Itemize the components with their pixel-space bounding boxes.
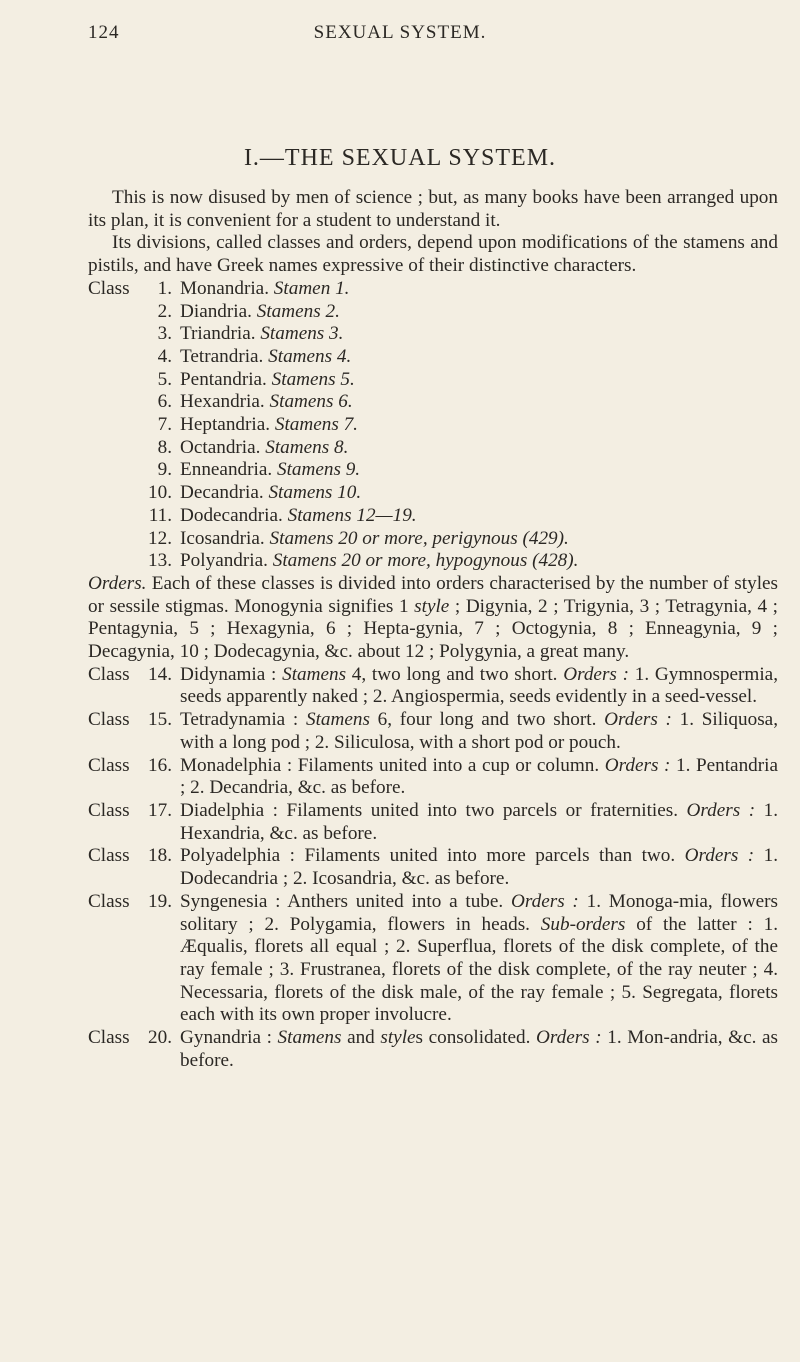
class-number: 12.	[148, 527, 172, 549]
class-section	[88, 845, 778, 890]
class-label: Class	[88, 277, 130, 299]
page-body	[88, 187, 778, 1072]
class-description	[172, 369, 355, 392]
class-number: 10.	[148, 482, 172, 504]
class-number: 5.	[157, 368, 172, 390]
class-description	[172, 323, 343, 346]
class-name: Triandria.	[180, 323, 256, 345]
class-stamens: Stamens 6.	[269, 391, 353, 413]
class-name: Diandria.	[180, 300, 252, 322]
class-list-item	[88, 437, 778, 460]
class-list-item	[88, 414, 778, 437]
class-number: 6.	[157, 391, 172, 413]
class-description	[172, 301, 340, 324]
class-stamens: Stamens 8.	[265, 436, 349, 458]
class-list-item	[88, 550, 778, 573]
class-section	[88, 709, 778, 754]
class-label	[88, 505, 136, 528]
section-heading: I.—THE SEXUAL SYSTEM.	[243, 145, 557, 171]
class-section-text: Syngenesia : Anthers united into a tube. Orders : 1. Monoga-mia, flowers solitary ; 2. Polygamia, flowers in heads. Sub-orders of the latter : 1. Æqualis, florets all equal ; 2. Superflua, florets of the disk complete, of the ray female ; 3. Frustranea, florets of the disk complete, of the ray neuter ; 4. Necessaria, florets of the disk male, of the ray female ; 5. Segregata, florets each with its own proper involucre.	[180, 890, 778, 1026]
class-name: Heptandria.	[180, 414, 271, 436]
class-label	[88, 482, 136, 505]
class-name: Decandria.	[180, 482, 264, 504]
class-stamens: Stamens 20 or more, perigynous (429).	[269, 527, 569, 549]
class-description	[172, 550, 578, 573]
intro-paragraph-2: Its divisions, called classes and orders, depend upon modifications of the stamens and pistils, and have Greek names expressive of their distinctive characters.	[88, 232, 778, 277]
class-section	[88, 664, 778, 709]
class-description	[172, 414, 358, 437]
class-label	[88, 528, 136, 551]
class-number: 13.	[148, 550, 172, 572]
class-label	[88, 414, 136, 437]
page-header	[0, 22, 800, 52]
class-number: 2.	[157, 300, 172, 322]
class-label	[88, 346, 136, 369]
class-section-text: Polyadelphia : Filaments united into more parcels than two. Orders : 1. Dodecandria ; 2. Icosandria, &c. as before.	[180, 845, 779, 890]
class-section-text: Didynamia : Stamens 4, two long and two short. Orders : 1. Gymnospermia, seeds apparently naked ; 2. Angiospermia, seeds evidently in a seed-vessel.	[180, 663, 778, 708]
class-label: Class	[88, 799, 130, 821]
class-list-item	[88, 505, 778, 528]
orders-paragraph	[88, 573, 778, 664]
class-number: 19.	[148, 890, 172, 912]
class-section-text: Diadelphia : Filaments united into two parcels or fraternities. Orders : 1. Hexandria, &c. as before.	[180, 799, 779, 844]
class-description	[172, 391, 353, 414]
class-label: Class	[88, 890, 130, 912]
orders-label: Orders.	[88, 572, 147, 594]
class-section	[88, 755, 778, 800]
class-name: Monandria.	[180, 277, 269, 299]
class-section	[88, 891, 778, 1027]
class-number: 20.	[148, 1027, 172, 1049]
class-list-item	[88, 459, 778, 482]
class-description	[172, 437, 348, 460]
orders-text: Each of these classes is divided into orders characterised by the number of styles or sessile stigmas. Monogynia signifies 1 style ; Digynia, 2 ; Trigynia, 3 ; Tetragynia, 4 ; Pentagynia, 5 ; Hexagynia, 6 ; Hepta-gynia, 7 ; Octogynia, 8 ; Enneagynia, 9 ; Decagynia, 10 ; Dodecagynia, &c. about 12 ; Polygynia, a great many.	[88, 572, 779, 663]
class-list-item	[88, 369, 778, 392]
class-label	[88, 323, 136, 346]
class-stamens: Stamens 2.	[256, 300, 340, 322]
class-number: 17.	[148, 799, 172, 821]
class-label	[88, 391, 136, 414]
class-label	[88, 459, 136, 482]
class-stamens: Stamens 10.	[268, 482, 362, 504]
class-number: 4.	[157, 345, 172, 367]
class-name: Polyandria.	[180, 550, 268, 572]
class-name: Pentandria.	[180, 368, 267, 390]
class-stamens: Stamens 9.	[276, 459, 361, 481]
class-number: 3.	[157, 323, 172, 345]
class-description	[172, 459, 360, 482]
class-number: 8.	[157, 436, 172, 458]
class-number: 1.	[157, 277, 172, 299]
class-section-text: Gynandria : Stamens and styles consolidated. Orders : 1. Mon-andria, &c. as before.	[180, 1027, 778, 1071]
class-number: 15.	[148, 709, 172, 731]
intro-paragraph-1: This is now disused by men of science ; but, as many books have been arranged upon its plan, it is convenient for a student to understand it.	[88, 187, 778, 231]
class-list-item	[88, 301, 778, 324]
class-section-text: Tetradynamia : Stamens 6, four long and two short. Orders : 1. Siliquosa, with a long pod ; 2. Siliculosa, with a short pod or pouch.	[180, 709, 778, 753]
class-name: Enneandria.	[180, 459, 273, 481]
class-description	[172, 278, 349, 301]
page-number: 124	[88, 22, 120, 43]
class-number: 16.	[148, 754, 172, 776]
class-stamens: Stamens 5.	[271, 368, 355, 390]
class-number: 9.	[157, 459, 172, 481]
class-list-item	[88, 528, 778, 551]
class-name: Dodecandria.	[180, 504, 283, 526]
class-description	[172, 528, 569, 551]
class-stamens: Stamens 4.	[268, 345, 352, 367]
class-section-text: Monadelphia : Filaments united into a cup or column. Orders : 1. Pentandria ; 2. Decandria, &c. as before.	[180, 754, 778, 799]
class-list-item	[88, 323, 778, 346]
class-description	[172, 505, 417, 528]
class-stamens: Stamens 7.	[274, 414, 358, 436]
class-number: 11.	[148, 504, 172, 526]
class-name: Tetrandria.	[180, 345, 264, 367]
class-description	[172, 482, 361, 505]
class-label: Class	[88, 663, 130, 685]
class-list-item	[88, 346, 778, 369]
class-name: Icosandria.	[180, 527, 265, 549]
class-list-item	[88, 482, 778, 505]
class-number: 18.	[148, 845, 172, 867]
class-description	[172, 346, 351, 369]
class-list	[88, 278, 778, 573]
class-name: Octandria.	[180, 436, 261, 458]
class-stamens: Stamens 3.	[260, 323, 344, 345]
class-section	[88, 800, 778, 845]
class-stamens: Stamen 1.	[273, 277, 350, 299]
class-label	[88, 437, 136, 460]
class-list-item	[88, 278, 778, 301]
running-head: SEXUAL SYSTEM.	[313, 22, 487, 43]
class-label: Class	[88, 709, 130, 731]
class-list-item	[88, 391, 778, 414]
class-label	[88, 369, 136, 392]
class-label	[88, 301, 136, 324]
class-section	[88, 1027, 778, 1072]
class-stamens: Stamens 12—19.	[287, 504, 417, 526]
class-name: Hexandria.	[180, 391, 265, 413]
class-label: Class	[88, 754, 130, 776]
class-number: 7.	[157, 414, 172, 436]
class-label: Class	[88, 1027, 130, 1049]
class-number: 14.	[148, 663, 172, 685]
class-stamens: Stamens 20 or more, hypogynous (428).	[272, 550, 579, 572]
class-label: Class	[88, 845, 130, 867]
class-label	[88, 550, 136, 573]
class-sections	[88, 664, 778, 1073]
